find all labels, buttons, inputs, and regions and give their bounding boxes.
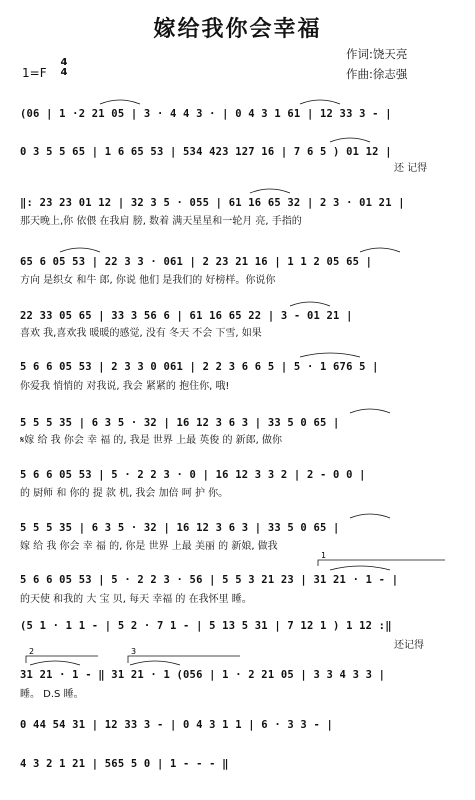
notation-row: (06 | 1 ·2 21 05 | 3 · 4 4 3 · | 0 4 3 1 61 | 12 33 3 - |: [20, 108, 392, 120]
annotation-note: 还记得: [394, 640, 424, 651]
notation-row: 5 6 6 05 53 | 5 · 2 2 3 · 0 | 16 12 3 3 2 | 2 - 0 0 |: [20, 469, 366, 481]
key-signature: 1=F: [22, 66, 47, 80]
volta-brackets: [26, 560, 445, 663]
notation-row: 31 21 · 1 - ‖ 31 21 · 1 (056 | 1 · 2 21 05 | 3 3 4 3 3 |: [20, 669, 386, 681]
slur-arc: [100, 100, 140, 104]
volta-label: 3: [131, 647, 137, 656]
volta-bracket: [318, 560, 445, 566]
time-signature-bottom: 4: [60, 67, 68, 78]
notation-row: 22 33 05 65 | 33 3 56 6 | 61 16 65 22 | 3 - 01 21 |: [20, 310, 353, 322]
time-signature-top: 4: [60, 57, 68, 68]
lyric-row: 睡。 D.S 睡。: [20, 689, 84, 700]
notation-row: 5 6 6 05 53 | 5 · 2 2 3 · 56 | 5 5 3 21 23 | 31 21 · 1 - |: [20, 574, 399, 586]
slur-arc: [360, 248, 400, 252]
notation-row: 65 6 05 53 | 22 3 3 · 061 | 2 23 21 16 | 1 1 2 05 65 |: [20, 256, 373, 268]
slur-marks: [30, 100, 400, 665]
slur-arc: [350, 514, 390, 518]
slur-arc: [290, 302, 330, 306]
lyric-row: 喜欢 我,喜欢我 暖暖的感觉, 没有 冬天 不会 下雪, 如果: [20, 328, 262, 339]
slur-arc: [330, 566, 390, 570]
lyric-row: 的天使 和我的 大 宝 贝, 每天 幸福 的 在我怀里 睡。: [20, 594, 252, 605]
notation-row: (5 1 · 1 1 - | 5 2 · 7 1 - | 5 13 5 31 | 7 12 1 ) 1 12 :‖: [20, 620, 392, 632]
slur-arc: [250, 189, 290, 193]
notation-row: 0 3 5 5 65 | 1 6 65 53 | 534 423 127 16 | 7 6 5 ) 01 12 |: [20, 146, 392, 158]
slur-arc: [60, 248, 100, 252]
volta-label: 2: [29, 647, 35, 656]
lyricist-credit: 作词:饶天亮: [346, 47, 408, 61]
notation-row: 5 5 5 35 | 6 3 5 · 32 | 16 12 3 6 3 | 33 5 0 65 |: [20, 522, 340, 534]
lyric-row: 嫁 给 我 你会 幸 福 的, 你是 世界 上最 美丽 的 新娘, 做我: [20, 541, 278, 552]
slur-arc: [30, 661, 80, 665]
slur-arc: [350, 409, 390, 413]
lyric-row: 你爱我 悄悄的 对我说, 我会 紧紧的 抱住你, 哦!: [20, 381, 230, 392]
lyric-row: 的 厨师 和 你的 提 款 机, 我会 加倍 呵 护 你。: [20, 488, 229, 499]
volta-bracket: [26, 656, 98, 663]
volta-label: 1: [321, 551, 327, 560]
lyric-row: 方向 是织女 和牛 郎, 你说 他们 是我们的 好榜样。你说你: [20, 275, 276, 286]
annotation-note: 还 记得: [394, 163, 428, 174]
composer-credit: 作曲:徐志强: [346, 67, 408, 81]
notation-row: ‖: 23 23 01 12 | 32 3 5 · 055 | 61 16 65 32 | 2 3 · 01 21 |: [20, 197, 405, 209]
notation-row: 0 44 54 31 | 12 33 3 - | 0 4 3 1 1 | 6 · 3 3 - |: [20, 719, 334, 731]
slur-arc: [300, 100, 340, 104]
notation-row: 4 3 2 1 21 | 565 5 0 | 1 - - - ‖: [20, 758, 229, 770]
notation-row: 5 6 6 05 53 | 2 3 3 0 061 | 2 2 3 6 6 5 | 5 · 1 676 5 |: [20, 361, 379, 373]
notation-row: 5 5 5 35 | 6 3 5 · 32 | 16 12 3 6 3 | 33 5 0 65 |: [20, 417, 340, 429]
lyric-row: 那天晚上,你 依偎 在我肩 膀, 数着 满天星星和一轮月 亮, 手指的: [20, 216, 302, 227]
slur-arc: [330, 138, 370, 142]
slur-arc: [130, 661, 180, 665]
lyric-row: 𝄋嫁 给 我 你会 幸 福 的, 我是 世界 上最 英俊 的 新郎, 做你: [20, 435, 282, 446]
slur-arc: [300, 353, 360, 357]
song-title: 嫁给我你会幸福: [153, 17, 322, 42]
